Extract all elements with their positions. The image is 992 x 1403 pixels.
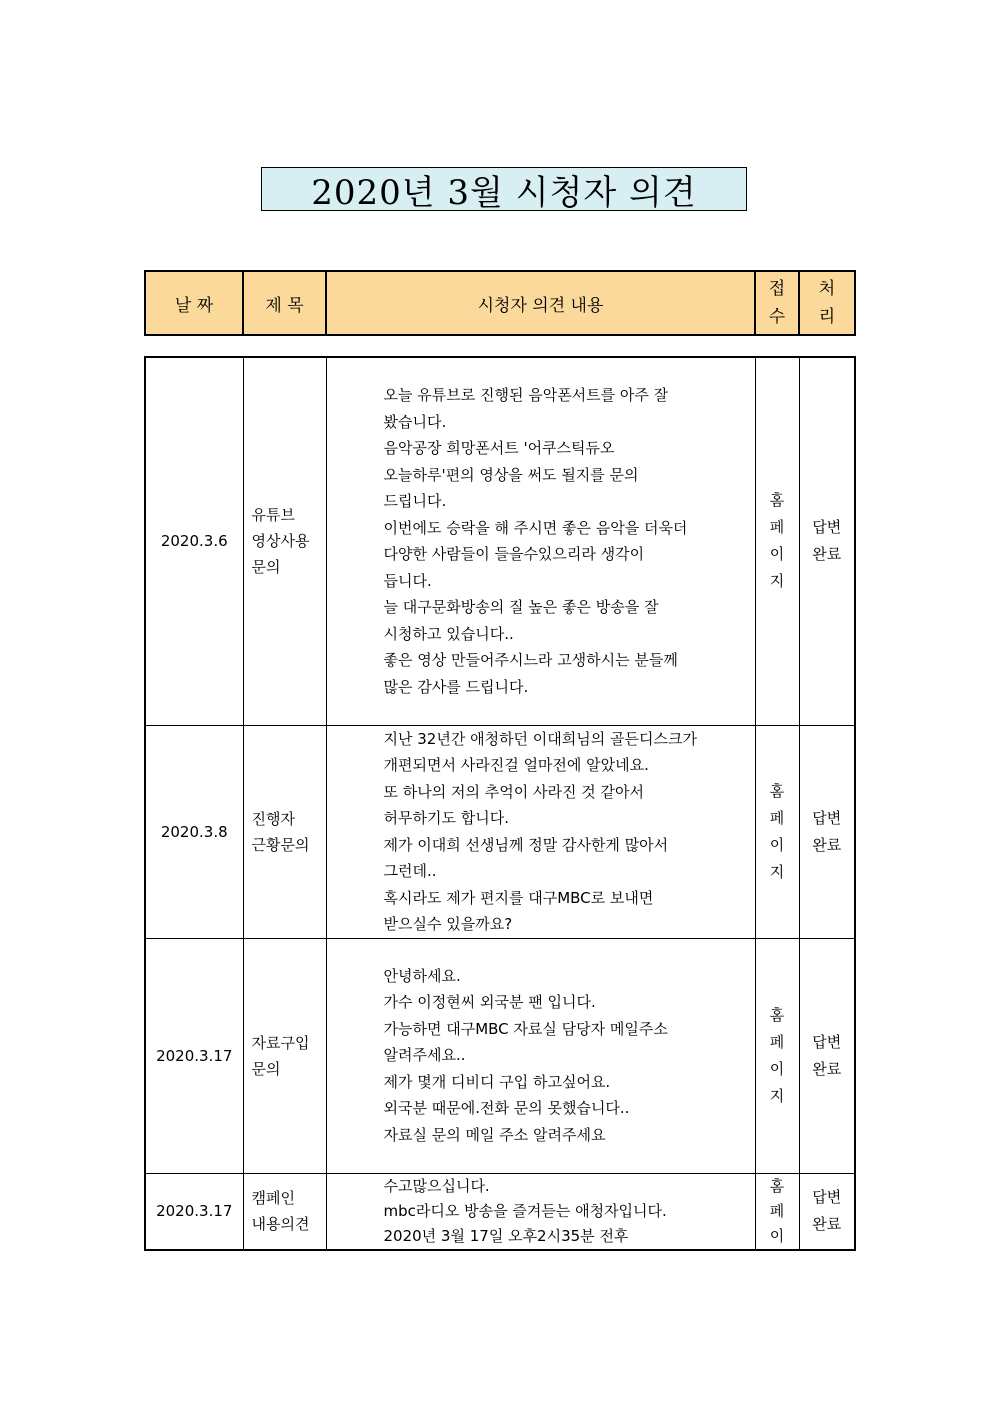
row-received <box>755 357 799 725</box>
handled-line: 완료 <box>812 1059 842 1078</box>
handled-line: 완료 <box>812 835 842 854</box>
content-line: 가능하면 대구MBC 자료실 담당자 메일주소 <box>383 1019 668 1038</box>
content-line: 혹시라도 제가 편지를 대구MBC로 보내면 <box>383 888 654 907</box>
received-char: 지 <box>769 1086 785 1105</box>
row-handled <box>799 1173 855 1250</box>
content-line: 다양한 사람들이 들을수있으리라 생각이 <box>383 545 645 564</box>
row-handled <box>799 357 855 725</box>
header-row <box>145 271 855 335</box>
received-char: 지 <box>769 862 785 881</box>
row-handled <box>799 938 855 1173</box>
row-content <box>326 938 755 1173</box>
row-date: 2020.3.17 <box>145 1173 243 1250</box>
content-line: 2020년 3월 17일 오후2시35분 전후 <box>383 1226 629 1245</box>
received-char: 페 <box>769 808 785 827</box>
page-title: 2020년 3월 시청자 의견 <box>261 167 747 211</box>
row-received <box>755 938 799 1173</box>
row-subject <box>243 938 326 1173</box>
content-line: 이번에도 승락을 해 주시면 좋은 음악을 더욱더 <box>383 518 688 537</box>
subject-line: 근황문의 <box>251 835 310 854</box>
handled-line: 답변 <box>812 808 842 827</box>
content-line: 수고많으십니다. <box>383 1176 490 1195</box>
subject-line: 내용의견 <box>251 1215 310 1233</box>
table-row <box>145 938 855 1173</box>
received-char: 홈 <box>769 491 785 510</box>
received-char: 이 <box>769 1059 785 1078</box>
subject-line: 유튜브 <box>251 506 295 525</box>
received-char: 홈 <box>769 1005 785 1024</box>
header-subject: 제 목 <box>243 271 326 335</box>
table-row <box>145 725 855 938</box>
received-char: 홈 <box>769 781 785 800</box>
received-char: 이 <box>769 1226 785 1245</box>
content-line: mbc라디오 방송을 즐겨듣는 애청자입니다. <box>383 1201 667 1220</box>
received-char: 페 <box>769 1201 785 1220</box>
handled-line: 답변 <box>812 1032 842 1051</box>
row-date: 2020.3.17 <box>145 938 243 1173</box>
content-line: 봤습니다. <box>383 412 447 431</box>
content-line: 외국분 때문에.전화 문의 못했습니다.. <box>383 1099 630 1118</box>
row-subject <box>243 725 326 938</box>
content-line: 늘 대구문화방송의 질 높은 좋은 방송을 잘 <box>383 598 659 617</box>
handled-line: 답변 <box>812 1188 842 1206</box>
subject-line: 자료구입 <box>251 1033 310 1052</box>
handled-line: 완료 <box>812 1215 842 1233</box>
subject-line: 영상사용 <box>251 532 310 551</box>
content-line: 제가 몇개 디비디 구입 하고싶어요. <box>383 1072 611 1091</box>
opinion-table <box>144 356 856 1251</box>
content-line: 안녕하세요. <box>383 966 461 985</box>
header-received-line2: 수 <box>768 307 786 327</box>
row-subject <box>243 357 326 725</box>
handled-line: 답변 <box>812 518 842 537</box>
content-line: 자료실 문의 메일 주소 알려주세요 <box>383 1125 606 1144</box>
subject-line: 문의 <box>251 558 281 577</box>
content-line: 가수 이정현씨 외국분 팬 입니다. <box>383 993 596 1012</box>
row-subject <box>243 1173 326 1250</box>
handled-line: 완료 <box>812 545 842 564</box>
subject-line: 진행자 <box>251 809 295 828</box>
table-header <box>144 270 856 336</box>
content-line: 오늘 유튜브로 진행된 음악폰서트를 아주 잘 <box>383 386 669 405</box>
row-date: 2020.3.6 <box>145 357 243 725</box>
table-row <box>145 357 855 725</box>
header-handled <box>799 271 855 335</box>
content-line: 드립니다. <box>383 492 447 511</box>
header-received <box>755 271 799 335</box>
content-line: 허무하기도 합니다. <box>383 809 509 827</box>
content-line: 듭니다. <box>383 571 432 590</box>
received-char: 지 <box>769 572 785 591</box>
content-line: 그런데.. <box>383 862 437 880</box>
received-char: 이 <box>769 835 785 854</box>
header-date: 날 짜 <box>145 271 243 335</box>
content-line: 좋은 영상 만들어주시느라 고생하시는 분들께 <box>383 651 678 670</box>
received-char: 홈 <box>769 1176 785 1195</box>
header-handled-line2: 리 <box>818 307 836 327</box>
row-received <box>755 1173 799 1250</box>
content-line: 많은 감사를 드립니다. <box>383 677 529 696</box>
row-content <box>326 725 755 938</box>
table-row <box>145 1173 855 1250</box>
content-line: 알려주세요.. <box>383 1046 466 1065</box>
content-line: 또 하나의 저의 추억이 사라진 것 같아서 <box>383 782 644 801</box>
row-date: 2020.3.8 <box>145 725 243 938</box>
content-line: 받으실수 있을까요? <box>383 915 513 933</box>
header-handled-line1: 처 <box>818 279 836 299</box>
content-line: 개편되면서 사라진걸 얼마전에 알았네요. <box>383 756 649 774</box>
content-line: 지난 32년간 애청하던 이대희님의 골든디스크가 <box>383 729 697 748</box>
received-char: 페 <box>769 1032 785 1051</box>
header-content: 시청자 의견 내용 <box>326 271 755 335</box>
row-content <box>326 357 755 725</box>
received-char: 이 <box>769 545 785 564</box>
content-line: 시청하고 있습니다.. <box>383 624 514 643</box>
row-handled <box>799 725 855 938</box>
content-line: 제가 이대희 선생님께 정말 감사한게 많아서 <box>383 835 669 854</box>
content-line: 음악공장 희망폰서트 '어쿠스틱듀오 <box>383 439 615 458</box>
row-received <box>755 725 799 938</box>
row-content <box>326 1173 755 1250</box>
subject-line: 캠페인 <box>251 1189 295 1207</box>
content-line: 오늘하루'편의 영상을 써도 될지를 문의 <box>383 465 639 484</box>
header-received-line1: 접 <box>768 279 786 299</box>
received-char: 페 <box>769 518 785 537</box>
subject-line: 문의 <box>251 1059 281 1078</box>
